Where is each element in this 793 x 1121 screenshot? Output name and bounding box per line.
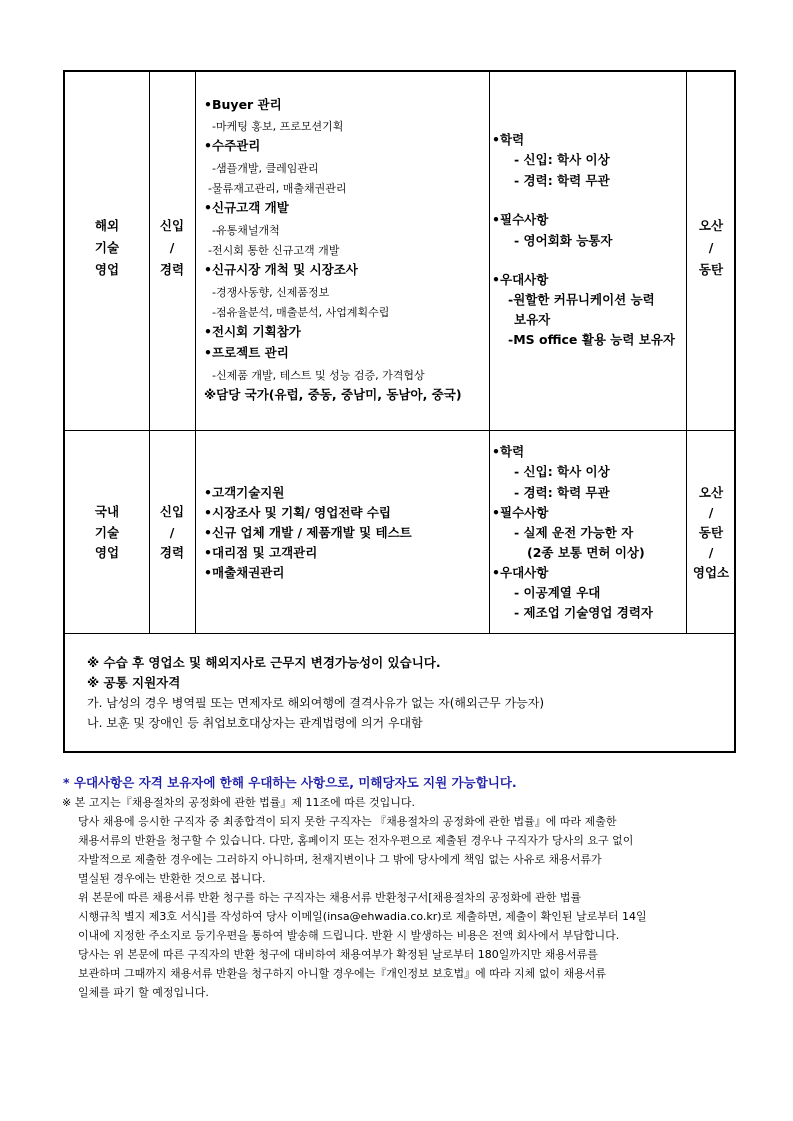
common-qual-item: 나. 보훈 및 장애인 등 취업보호대상자는 관계법령에 의거 우대함 xyxy=(87,716,423,730)
dept-line: 기술 xyxy=(94,240,120,255)
row-divider xyxy=(65,430,734,431)
notice-line: 멸실된 경우에는 반환한 것으로 봅니다. xyxy=(78,872,266,885)
qual-line: - 영어회화 능통자 xyxy=(514,233,613,248)
type-line: 경력 xyxy=(159,545,185,560)
duty-line: -유통채널개척 xyxy=(212,224,280,237)
notice-line: ※ 본 고지는『채용절차의 공정화에 관한 법률』제 11조에 따른 것입니다. xyxy=(62,796,415,809)
duty-line: •신규고객 개발 xyxy=(204,200,289,215)
notice-line: 시행규칙 별지 제3호 서식]를 작성하여 당사 이메일(insa@ehwadia.co.kr)로 제출하면, 제출이 확인된 날로부터 14일 xyxy=(78,910,647,923)
qual-line: - 이공계열 우대 xyxy=(514,585,601,600)
relocation-note: ※ 수습 후 영업소 및 해외지사로 근무지 변경가능성이 있습니다. xyxy=(87,655,441,670)
qual-line: •학력 xyxy=(492,444,525,459)
type-line: 경력 xyxy=(159,262,185,277)
qual-line: -원할한 커뮤니케이션 능력 xyxy=(508,292,655,307)
location-line: / xyxy=(708,505,714,520)
qual-line: •우대사항 xyxy=(492,272,549,287)
qual-line: •필수사항 xyxy=(492,505,549,520)
notice-line: 보관하며 그때까지 채용서류 반환을 청구하지 아니할 경우에는『개인정보 보호법』에 따라 지체 없이 채용서류 xyxy=(78,967,607,980)
row-divider xyxy=(65,633,734,634)
notice-line: 일체를 파기 할 예정입니다. xyxy=(78,986,209,999)
qual-line: - 경력: 학력 무관 xyxy=(514,485,610,500)
dept-line: 영업 xyxy=(94,545,120,560)
dept-line: 해외 xyxy=(94,218,120,233)
location-line: 오산 xyxy=(698,485,724,500)
common-qual-heading: ※ 공통 지원자격 xyxy=(87,675,181,690)
duty-line: •고객기술지원 xyxy=(204,485,285,500)
location-line: 동탄 xyxy=(698,525,724,540)
qual-line: - 신입: 학사 이상 xyxy=(514,152,610,167)
dept-line: 국내 xyxy=(94,504,120,519)
duty-line: -경쟁사동향, 신제품정보 xyxy=(212,286,330,299)
qual-line: - 경력: 학력 무관 xyxy=(514,173,610,188)
qual-line: - 제조업 기술영업 경력자 xyxy=(514,605,653,620)
duty-line: -전시회 통한 신규고객 개발 xyxy=(208,244,340,257)
qual-line: -MS office 활용 능력 보유자 xyxy=(508,332,675,347)
job-table xyxy=(63,70,736,753)
preference-notice: * 우대사항은 자격 보유자에 한해 우대하는 사항으로, 미해당자도 지원 가능합니다. xyxy=(63,775,517,790)
qual-line: (2종 보통 면허 이상) xyxy=(527,545,645,560)
notice-line: 채용서류의 반환을 청구할 수 있습니다. 다만, 홈페이지 또는 전자우편으로 제출된 경우나 구직자가 당사의 요구 없이 xyxy=(78,834,634,847)
duty-line: •전시회 기획참가 xyxy=(204,324,301,339)
duty-line: -물류재고관리, 매출채권관리 xyxy=(208,182,347,195)
qual-line: - 신입: 학사 이상 xyxy=(514,464,610,479)
notice-line: 자발적으로 제출한 경우에는 그러하지 아니하며, 천재지변이나 그 밖에 당사에게 책임 없는 사유로 채용서류가 xyxy=(78,853,602,866)
type-line: / xyxy=(169,525,175,540)
notice-line: 이내에 지정한 주소지로 등기우편을 통하여 발송해 드립니다. 반환 시 발생하는 비용은 전액 회사에서 부담합니다. xyxy=(78,929,620,942)
duty-line: •프로젝트 관리 xyxy=(204,345,289,360)
dept-line: 영업 xyxy=(94,262,120,277)
duty-line: •매출채권관리 xyxy=(204,565,285,580)
notice-line: 당사는 위 본문에 따른 구직자의 반환 청구에 대비하여 채용여부가 확정된 날로부터 180일까지만 채용서류를 xyxy=(78,948,598,961)
notice-line: 위 본문에 따른 채용서류 반환 청구를 하는 구직자는 채용서류 반환청구서[채용절차의 공정화에 관한 법률 xyxy=(78,891,582,904)
duty-line: -마케팅 홍보, 프로모션기획 xyxy=(212,120,344,133)
grid-line xyxy=(195,72,196,633)
type-line: 신입 xyxy=(159,504,185,519)
qual-line: 보유자 xyxy=(514,312,551,327)
duty-line: •신규 업체 개발 / 제품개발 및 테스트 xyxy=(204,525,412,540)
notice-line: 당사 채용에 응시한 구직자 중 최종합격이 되지 못한 구직자는 『채용절차의 공정화에 관한 법률』에 따라 제출한 xyxy=(78,815,617,828)
duty-line: •수주관리 xyxy=(204,138,261,153)
dept-line: 기술 xyxy=(94,525,120,540)
duty-line: -신제품 개발, 테스트 및 성능 검증, 가격협상 xyxy=(212,369,425,382)
duty-line: -점유율분석, 매출분석, 사업계획수립 xyxy=(212,306,390,319)
common-qual-item: 가. 남성의 경우 병역필 또는 면제자로 해외여행에 결격사유가 없는 자(해외근무 가능자) xyxy=(87,696,545,710)
location-line: / xyxy=(708,240,714,255)
qual-line: •학력 xyxy=(492,132,525,147)
duty-line: •시장조사 및 기획/ 영업전략 수립 xyxy=(204,505,391,520)
location-line: 오산 xyxy=(698,218,724,233)
qual-line: •우대사항 xyxy=(492,565,549,580)
qual-line: •필수사항 xyxy=(492,212,549,227)
duty-line: •Buyer 관리 xyxy=(204,97,282,112)
type-line: 신입 xyxy=(159,218,185,233)
location-line: 동탄 xyxy=(698,262,724,277)
location-line: / xyxy=(708,545,714,560)
grid-line xyxy=(489,72,490,633)
duty-line: •신규시장 개척 및 시장조사 xyxy=(204,262,358,277)
duty-line: -샘플개발, 클레임관리 xyxy=(212,162,319,175)
type-line: / xyxy=(169,240,175,255)
duty-line: •대리점 및 고객관리 xyxy=(204,545,318,560)
qual-line: - 실제 운전 가능한 자 xyxy=(514,525,634,540)
duty-line: ※담당 국가(유럽, 중동, 중남미, 동남아, 중국) xyxy=(204,387,462,402)
location-line: 영업소 xyxy=(692,565,730,580)
